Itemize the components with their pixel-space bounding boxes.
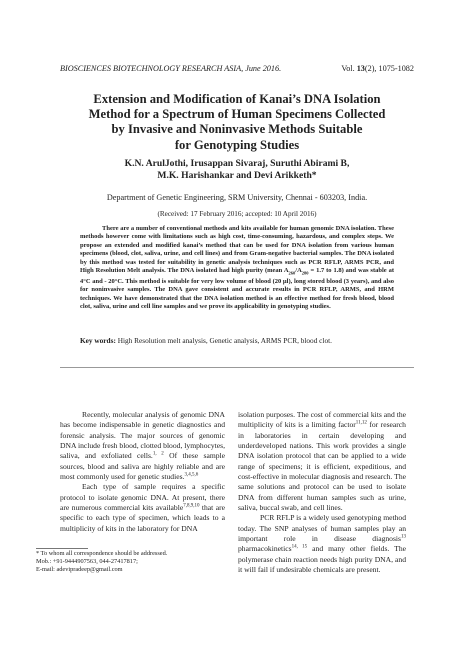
title-line: Extension and Modification of Kanai’s DNA Isolation	[93, 92, 381, 106]
keywords	[80, 336, 402, 345]
running-head	[60, 64, 414, 73]
body-paragraph	[60, 410, 225, 482]
footnote-line: Mob.: +91-9444907563, 044-27417817;	[36, 558, 138, 566]
citation-ref: 14, 15	[291, 544, 308, 550]
body-paragraph	[238, 513, 406, 575]
body-column-left	[60, 410, 225, 534]
title-line: by Invasive and Noninvasive Methods Suitable	[111, 122, 363, 137]
issue-pages: (2), 1075-1082	[364, 64, 414, 73]
affiliation: Department of Genetic Engineering, SRM University, Chennai - 603203, India.	[106, 193, 368, 202]
footnote-divider	[36, 548, 88, 549]
body-text: isolation purposes. The cost of commercial kits and the multiplicity of kits is a limiting factor	[238, 410, 406, 430]
body-paragraph	[238, 410, 406, 513]
body-text: pharmacokinetics	[238, 544, 292, 554]
body-text: Recently, molecular analysis of genomic DNA has become indispensable in genetic diagnostics and forensic analysis. The major sources of genomic DNA include fresh blood, clotted blood, lymphocytes, saliva, and exfoliated cells.	[60, 410, 225, 461]
journal-citation: BIOSCIENCES BIOTECHNOLOGY RESEARCH ASIA, June 2016.	[60, 64, 282, 73]
body-text: PCR RFLP is a widely used genotyping method today. The SNP analyses of human samples play an important role in disease diagnosis	[238, 513, 406, 544]
body-paragraph	[60, 482, 225, 534]
citation-ref: 1, 2	[152, 451, 164, 457]
body-text: Each type of sample requires a specific protocol to isolate genomic DNA. At present, there are numerous commercial kits available	[60, 482, 225, 513]
keywords-text: High Resolution melt analysis, Genetic analysis, ARMS PCR, blood clot.	[115, 336, 332, 345]
footnote-line: E-mail: adevipradeep@gmail.com	[36, 566, 123, 574]
body-text: and many other fields. The polymerase chain reaction needs high purity DNA, and it will fail if undesirable chemicals are present.	[238, 544, 406, 575]
volume-number: 13	[356, 64, 365, 73]
author-line: M.K. Harishankar and Devi Arikketh*	[157, 170, 317, 182]
abstract-text: = 1.7 to 1.8) and was stable at 4°C and - 20°C. This method is suitable for very low volume of blood (20 µl), long stored blood (3 years), and also for noninvasive samples. The DNA gave consistent and accurate results in PCR RFLP, ARMS, and HRM techniques. We have demonstrated that the DNA isolation method is an effective method for fresh blood, blood clot, saliva, urine and cell line samples and we prove its applicability in genotyping studies.	[80, 267, 394, 310]
title-line: Method for a Spectrum of Human Specimens Collected	[88, 107, 386, 122]
author-list	[70, 158, 404, 183]
volume-pages	[341, 64, 414, 73]
paper-title	[80, 92, 394, 153]
volume-prefix: Vol.	[341, 64, 355, 73]
body-text: for research in laboratories in certain developing and underdeveloped nations. This work provides a single DNA isolation protocol that can be applied to a wide range of specimens; it is efficient, expeditious, and cost-effective in molecular diagnosis and research. The same solutions and protocol can be used to isolate DNA from different human samples such as urine, saliva, buccal swab, and cell lines.	[238, 420, 406, 513]
abstract-subscript: 260	[288, 270, 296, 276]
received-dates: (Received: 17 February 2016; accepted: 10 April 2016)	[157, 210, 317, 218]
abstract	[80, 225, 394, 311]
author-line: K.N. ArulJothi, Irusappan Sivaraj, Suruthi Abirami B,	[124, 158, 350, 169]
abstract-text: There are a number of conventional methods and kits available for human genomic DNA isolation. These methods however come with limitations such as high cost, time-consuming, hazardous, and complex steps. We propose an extended and modified kanai’s method that can be used for DNA isolation from various human specimens (blood, clot, saliva, urine, and cell lines) and from Gram-negative bacterial samples. The DNA isolated by this method was tested for suitability in genetic analysis techniques such as PCR RFLP, ARMS PCR, and High Resolution Melt analysis. The DNA isolated had high purity (mean A	[80, 225, 394, 275]
title-line: for Genotyping Studies	[174, 137, 300, 152]
abstract-subscript: 280	[301, 270, 309, 276]
citation-ref: 13	[401, 534, 406, 540]
body-text: Of these sample sources, blood and saliva are highly reliable and are most commonly used for genetic studies.	[60, 451, 225, 482]
correspondence-footnote	[36, 550, 226, 575]
footnote-line: * To whom all correspondence should be addressed.	[36, 550, 168, 557]
citation-ref: 7,8,9,10	[183, 503, 200, 509]
body-column-right	[238, 410, 406, 576]
section-divider	[60, 367, 414, 368]
body-text: that are specific to each type of specimen, which leads to a multiplicity of kits in the laboratory for DNA	[60, 503, 225, 533]
keywords-label: Key words:	[80, 336, 116, 345]
abstract-text: /A	[295, 267, 302, 275]
citation-ref: 3,4,5,6	[184, 472, 199, 478]
citation-ref: 11,12	[355, 420, 367, 426]
